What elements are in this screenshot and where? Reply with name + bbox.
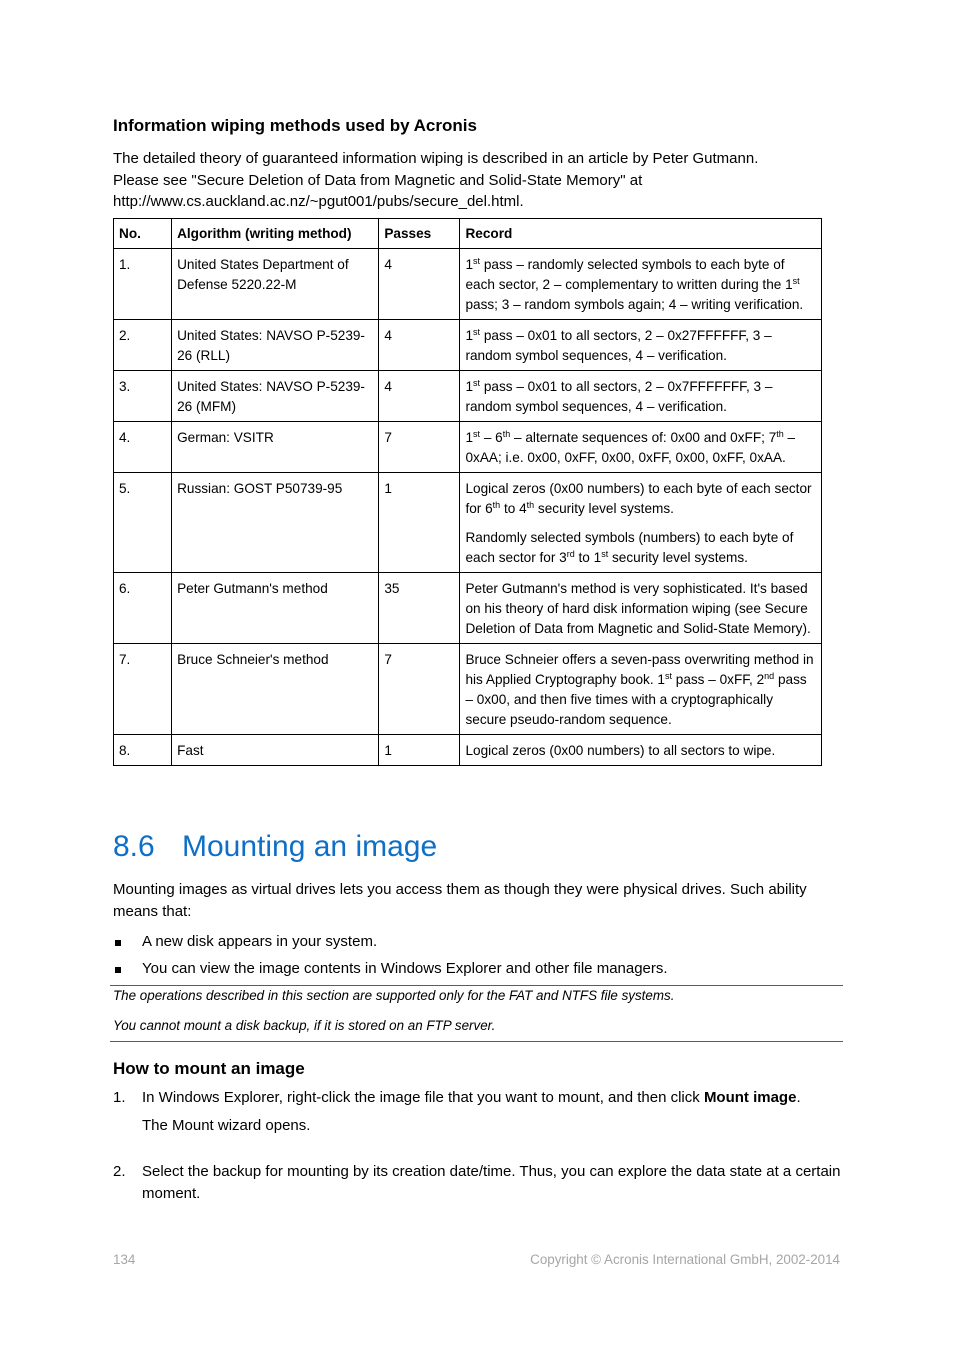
table-row xyxy=(114,320,822,371)
cell-no: 3. xyxy=(114,371,172,422)
section-title: Mounting an image xyxy=(182,830,438,863)
cell-no: 4. xyxy=(114,422,172,473)
cell-passes: 7 xyxy=(379,644,460,735)
table-row xyxy=(114,422,822,473)
howto-heading: How to mount an image xyxy=(113,1059,305,1078)
cell-no: 5. xyxy=(114,473,172,573)
cell-no: 2. xyxy=(114,320,172,371)
wiping-methods-table xyxy=(113,218,822,766)
cell-algorithm: Peter Gutmann's method xyxy=(172,573,379,644)
cell-record: Logical zeros (0x00 numbers) to each byte of each sector for 6th to 4th security level systems. Randomly selected symbols (numbers) to each byte of each sector for 3rd to 1st security level systems. xyxy=(460,473,822,573)
step-text-end: . xyxy=(796,1089,801,1106)
column-header-algorithm: Algorithm (writing method) xyxy=(172,219,379,249)
table-row xyxy=(114,473,822,573)
section-heading-wiping: Information wiping methods used by Acronis xyxy=(113,116,477,135)
bullet-square-icon xyxy=(115,967,121,973)
cell-record: 1st – 6th – alternate sequences of: 0x00 and 0xFF; 7th – 0xAA; i.e. 0x00, 0xFF, 0x00, 0xFF, 0x00, 0xFF, 0xAA. xyxy=(460,422,822,473)
cell-passes: 7 xyxy=(379,422,460,473)
cell-record: 1st pass – 0x01 to all sectors, 2 – 0x27FFFFFF, 3 – random symbol sequences, 4 – verification. xyxy=(460,320,822,371)
column-header-no: No. xyxy=(114,219,172,249)
section-number: 8.6 xyxy=(113,830,155,863)
step-text: In Windows Explorer, right-click the image file that you want to mount, and then click xyxy=(142,1089,704,1106)
step-bold-mount-image: Mount image xyxy=(703,1089,797,1106)
cell-algorithm: Russian: GOST P50739-95 xyxy=(172,473,379,573)
note-fat-ntfs: The operations described in this section are supported only for the FAT and NTFS file systems. xyxy=(113,988,675,1003)
wiping-intro xyxy=(113,148,833,213)
cell-passes: 35 xyxy=(379,573,460,644)
table-row xyxy=(114,573,822,644)
step-2 xyxy=(113,1161,843,1204)
table-row xyxy=(114,735,822,766)
cell-passes: 1 xyxy=(379,735,460,766)
mounting-intro: Mounting images as virtual drives lets you access them as though they were physical drives. Such ability means that: xyxy=(113,881,807,920)
bullet-text: You can view the image contents in Windows Explorer and other file managers. xyxy=(142,960,668,977)
cell-record: 1st pass – randomly selected symbols to each byte of each sector, 2 – complementary to written during the 1st pass; 3 – random symbols again; 4 – writing verification. xyxy=(460,249,822,320)
cell-record: Bruce Schneier offers a seven-pass overwriting method in his Applied Cryptography book. 1st pass – 0xFF, 2nd pass – 0x00, and then five times with a cryptographically secure pseudo-random sequence. xyxy=(460,644,822,735)
cell-passes: 1 xyxy=(379,473,460,573)
bullet-text: A new disk appears in your system. xyxy=(142,933,378,950)
cell-passes: 4 xyxy=(379,371,460,422)
bullet-square-icon xyxy=(115,940,121,946)
note-rule-bottom xyxy=(110,1041,843,1042)
cell-algorithm: German: VSITR xyxy=(172,422,379,473)
column-header-passes: Passes xyxy=(379,219,460,249)
step-number: 2. xyxy=(113,1163,126,1180)
wiping-intro-line-2: Please see "Secure Deletion of Data from Magnetic and Solid-State Memory" at xyxy=(113,171,643,189)
table-header-row xyxy=(114,219,822,249)
cell-algorithm: United States: NAVSO P-5239-26 (RLL) xyxy=(172,320,379,371)
cell-algorithm: Fast xyxy=(172,735,379,766)
table-row xyxy=(114,644,822,735)
step-number: 1. xyxy=(113,1089,126,1106)
cell-algorithm: United States Department of Defense 5220.22-M xyxy=(172,249,379,320)
page-number: 134 xyxy=(113,1252,136,1267)
wiping-intro-line-3: http://www.cs.auckland.ac.nz/~pgut001/pubs/secure_del.html. xyxy=(113,193,524,210)
copyright: Copyright © Acronis International GmbH, 2002-2014 xyxy=(530,1252,840,1267)
cell-passes: 4 xyxy=(379,249,460,320)
column-header-record: Record xyxy=(460,219,822,249)
section-title-mounting xyxy=(113,830,437,864)
step-text: Select the backup for mounting by its creation date/time. Thus, you can explore the data state at a certain moment. xyxy=(142,1163,841,1202)
cell-passes: 4 xyxy=(379,320,460,371)
note-ftp: You cannot mount a disk backup, if it is stored on an FTP server. xyxy=(113,1018,496,1033)
table-row xyxy=(114,371,822,422)
table-row xyxy=(114,249,822,320)
cell-no: 7. xyxy=(114,644,172,735)
cell-no: 1. xyxy=(114,249,172,320)
cell-no: 8. xyxy=(114,735,172,766)
cell-algorithm: Bruce Schneier's method xyxy=(172,644,379,735)
cell-no: 6. xyxy=(114,573,172,644)
cell-record: Peter Gutmann's method is very sophisticated. It's based on his theory of hard disk information wiping (see Secure Deletion of Data from Magnetic and Solid-State Memory). xyxy=(460,573,822,644)
cell-record: 1st pass – 0x01 to all sectors, 2 – 0x7FFFFFFF, 3 – random symbol sequences, 4 – verification. xyxy=(460,371,822,422)
cell-record: Logical zeros (0x00 numbers) to all sectors to wipe. xyxy=(460,735,822,766)
step-1 xyxy=(113,1087,843,1136)
cell-algorithm: United States: NAVSO P-5239-26 (MFM) xyxy=(172,371,379,422)
wiping-intro-line-1: The detailed theory of guaranteed information wiping is described in an article by Peter Gutmann. xyxy=(113,150,759,167)
note-rule-top xyxy=(110,985,843,986)
step-result: The Mount wizard opens. xyxy=(142,1116,311,1134)
